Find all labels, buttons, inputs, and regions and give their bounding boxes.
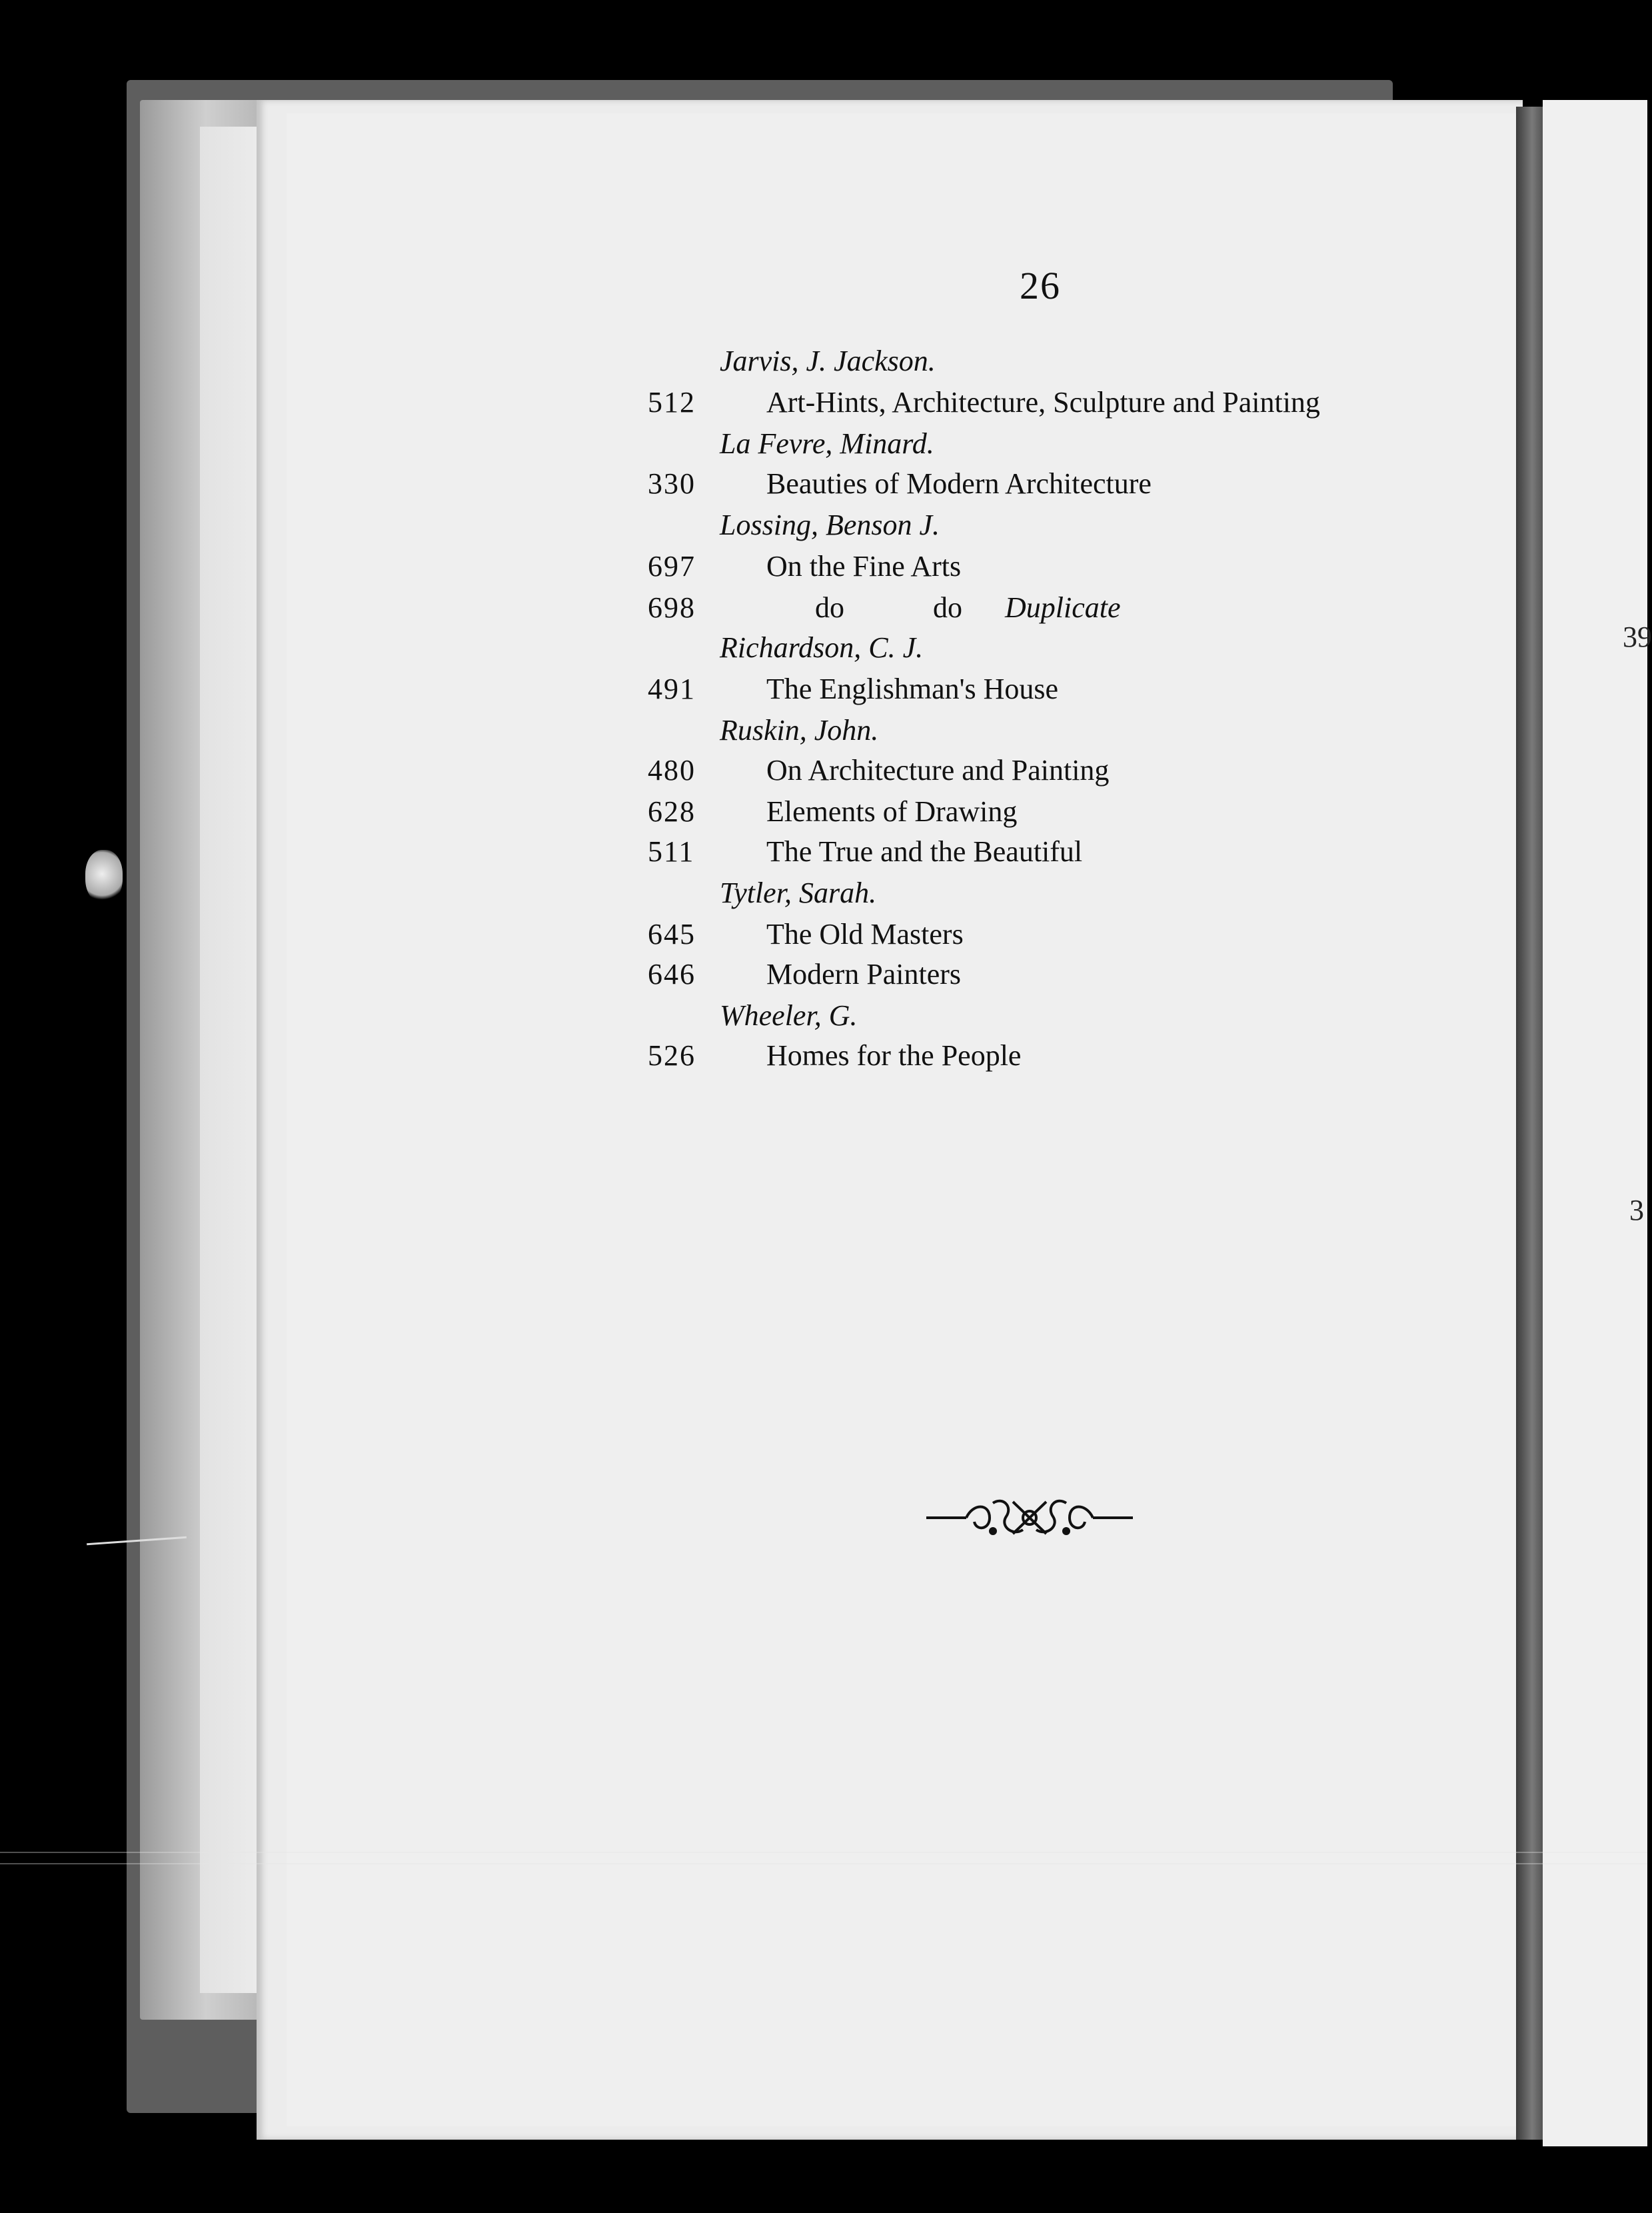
catalog-number: 697 (648, 550, 696, 583)
facing-page (1543, 100, 1652, 2146)
catalog-number: 628 (648, 795, 696, 828)
catalog-number: 646 (648, 958, 696, 991)
author-heading: Ruskin, John. (720, 714, 879, 747)
duplicate-note: Duplicate (1005, 591, 1121, 624)
book-title: Homes for the People (766, 1039, 1022, 1072)
book-title: On the Fine Arts (766, 550, 962, 583)
author-heading: Richardson, C. J. (720, 631, 924, 664)
book-title: Art-Hints, Architecture, Sculpture and Painting (766, 386, 1320, 419)
ditto-mark: do (815, 591, 844, 624)
facing-page-fragment: 39 (1623, 621, 1652, 653)
book-title: The Englishman's House (766, 673, 1059, 705)
author-heading: Tytler, Sarah. (720, 877, 877, 909)
book-title: Elements of Drawing (766, 795, 1018, 828)
catalog-number: 330 (648, 467, 696, 500)
catalog-number: 645 (648, 918, 696, 951)
book-gutter (1516, 107, 1543, 2140)
catalog-number: 698 (648, 591, 696, 624)
printers-ornament-icon (926, 1490, 1133, 1543)
scan-artifact-line (0, 1852, 1647, 1853)
catalog-number: 512 (648, 386, 696, 419)
book-title: Beauties of Modern Architecture (766, 467, 1152, 500)
ditto-mark: do (933, 591, 962, 624)
paper-blemish (85, 850, 123, 903)
book-title: On Architecture and Painting (766, 754, 1110, 787)
author-heading: Lossing, Benson J. (720, 509, 940, 541)
author-heading: Wheeler, G. (720, 999, 858, 1032)
catalog-number: 511 (648, 835, 695, 868)
book-title: The Old Masters (766, 918, 964, 951)
page-number: 26 (1020, 264, 1061, 307)
author-heading: Jarvis, J. Jackson. (720, 345, 936, 377)
facing-page-fragment: 3 (1629, 1194, 1644, 1226)
book-title: Modern Painters (766, 958, 962, 991)
book-title: The True and the Beautiful (766, 835, 1083, 868)
catalog-number: 491 (648, 673, 696, 705)
scan-artifact-line (0, 1863, 1647, 1864)
author-heading: La Fevre, Minard. (720, 427, 934, 460)
catalog-number: 480 (648, 754, 696, 787)
catalog-number: 526 (648, 1039, 696, 1072)
